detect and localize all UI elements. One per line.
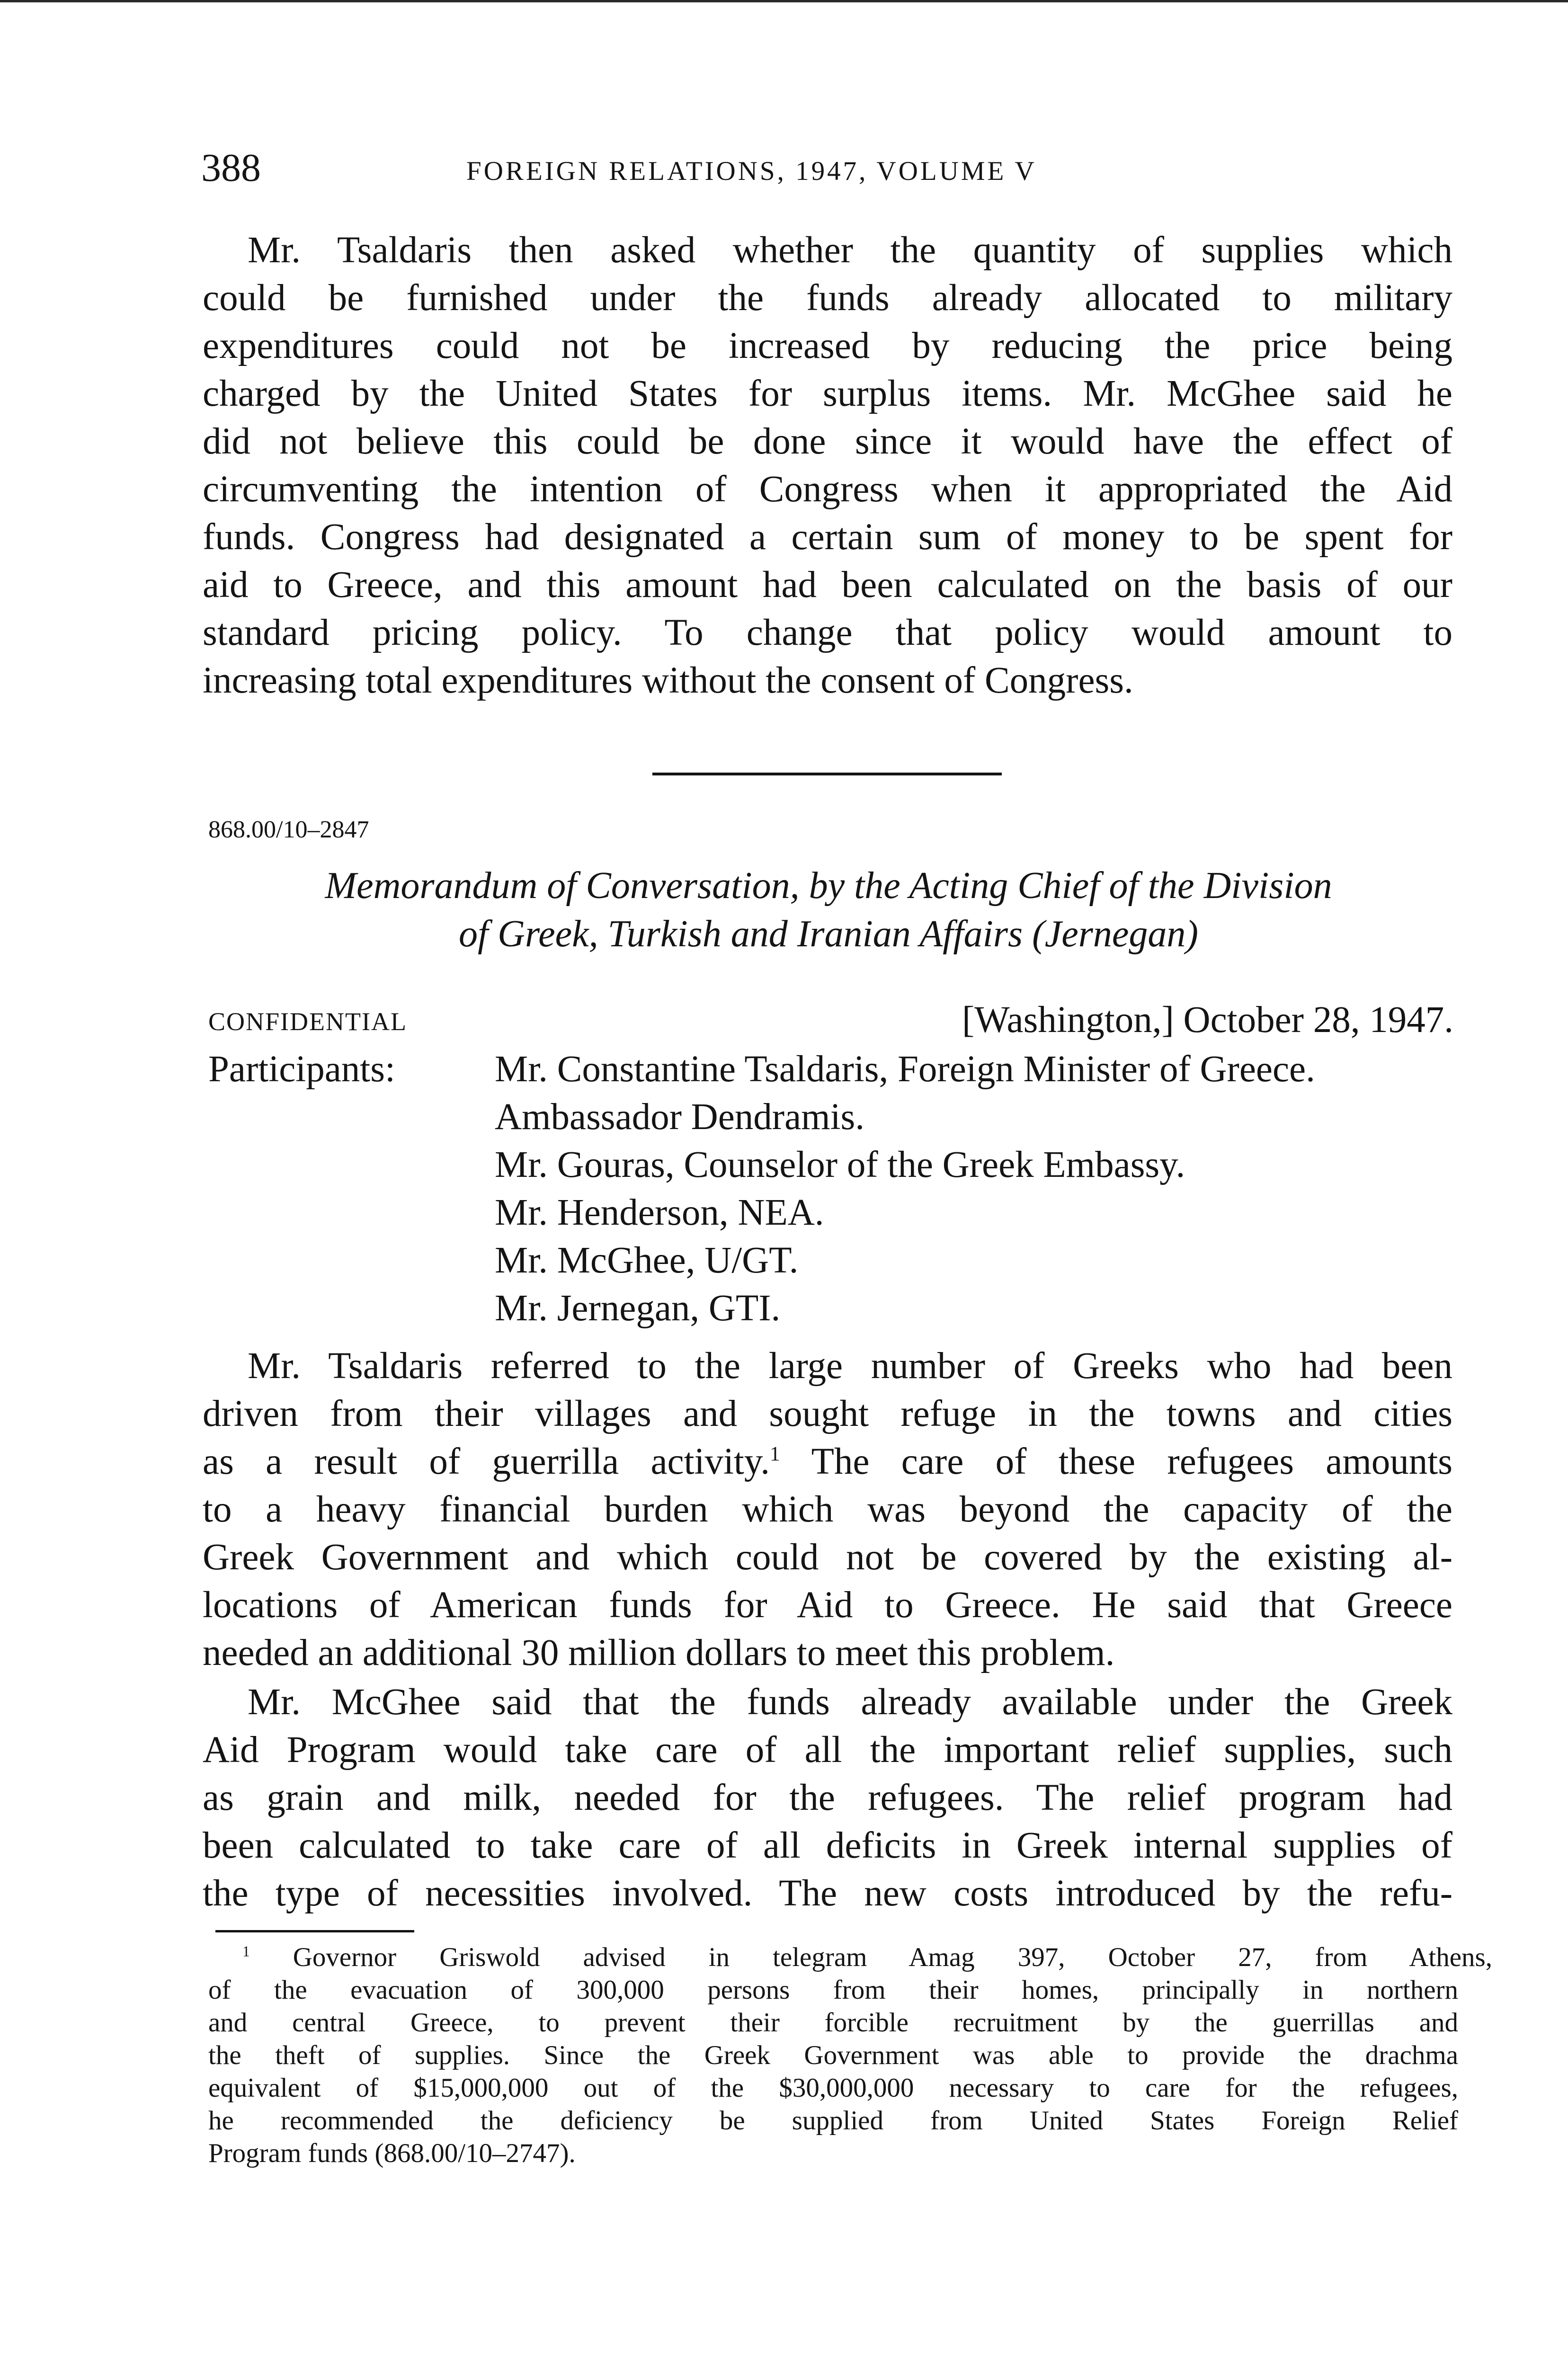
footnote-line: Program funds (868.00/10–2747).	[208, 2138, 576, 2168]
text-line: Mr. McGhee said that the funds already available under the Greek	[248, 1682, 1452, 1723]
top-edge-line	[0, 0, 1568, 2]
participants-label: Participants:	[208, 1049, 395, 1090]
footnote-divider	[215, 1930, 414, 1932]
memo-title-line-2: of Greek, Turkish and Iranian Affairs (Jernegan)	[458, 913, 1199, 955]
text-line	[203, 1438, 1452, 1486]
running-head: FOREIGN RELATIONS, 1947, VOLUME V	[466, 156, 1037, 186]
text-fragment: The care of these refugees amounts	[780, 1441, 1452, 1482]
footnote-line: equivalent of $15,000,000 out of the $30,000,000 necessary to care for the refugees,	[208, 2073, 1458, 2103]
text-line: as grain and milk, needed for the refugees. The relief program had	[203, 1777, 1452, 1818]
text-line: charged by the United States for surplus items. Mr. McGhee said he	[203, 373, 1452, 414]
text-line: increasing total expenditures without the consent of Congress.	[203, 660, 1133, 701]
section-divider	[652, 773, 1002, 775]
text-line: locations of American funds for Aid to Greece. He said that Greece	[203, 1584, 1452, 1626]
body-paragraph-2	[203, 1678, 1452, 1917]
text-line: Aid Program would take care of all the important relief supplies, such	[203, 1729, 1452, 1771]
text-line: funds. Congress had designated a certain sum of money to be spent for	[203, 516, 1452, 558]
participant: Mr. Constantine Tsaldaris, Foreign Minister of Greece.	[495, 1049, 1315, 1090]
body-paragraph-1	[203, 1342, 1452, 1677]
footnote-line: and central Greece, to prevent their forcible recruitment by the guerrillas and	[208, 2008, 1458, 2038]
text-fragment: as a result of guerrilla activity.	[203, 1441, 770, 1482]
text-line: could be furnished under the funds already allocated to military	[203, 277, 1452, 319]
continuation-paragraph	[203, 226, 1452, 704]
participant: Ambassador Dendramis.	[495, 1096, 865, 1138]
text-fragment: Governor Griswold advised in telegram Amag 397, October 27, from Athens,	[249, 1942, 1492, 1972]
text-line: circumventing the intention of Congress when it appropriated the Aid	[203, 469, 1452, 510]
text-line: been calculated to take care of all deficits in Greek internal supplies of	[203, 1825, 1452, 1866]
text-line: to a heavy financial burden which was beyond the capacity of the	[203, 1489, 1452, 1530]
text-line: standard pricing policy. To change that policy would amount to	[203, 612, 1452, 653]
text-line: Mr. Tsaldaris referred to the large number of Greeks who had been	[248, 1345, 1452, 1387]
text-line: needed an additional 30 million dollars to meet this problem.	[203, 1632, 1115, 1673]
text-line: expenditures could not be increased by reducing the price being	[203, 325, 1452, 366]
participant: Mr. McGhee, U/GT.	[495, 1240, 799, 1281]
footnote-line: the theft of supplies. Since the Greek Government was able to provide the drachma	[208, 2040, 1458, 2070]
participant: Mr. Gouras, Counselor of the Greek Embassy.	[495, 1144, 1185, 1185]
participant: Mr. Jernegan, GTI.	[495, 1288, 781, 1329]
memo-title	[189, 862, 1468, 958]
page-header	[201, 142, 1456, 194]
page-number: 388	[201, 146, 261, 190]
text-line: did not believe this could be done since it would have the effect of	[203, 421, 1452, 462]
classification-label: CONFIDENTIAL	[208, 1007, 407, 1036]
footnote-line: of the evacuation of 300,000 persons from their homes, principally in northern	[208, 1975, 1458, 2005]
text-line: driven from their villages and sought refuge in the towns and cities	[203, 1393, 1452, 1434]
participants-list	[495, 1045, 1315, 1332]
classification-row	[208, 997, 1453, 1044]
text-line: the type of necessities involved. The new costs introduced by the refu-	[203, 1873, 1452, 1914]
footnote	[208, 1941, 1492, 2170]
dateline: [Washington,] October 28, 1947.	[962, 999, 1453, 1041]
participant: Mr. Henderson, NEA.	[495, 1192, 824, 1233]
footnote-line	[208, 1941, 1492, 1974]
text-line: Greek Government and which could not be covered by the existing al-	[203, 1537, 1452, 1578]
memo-title-line-1: Memorandum of Conversation, by the Acting Chief of the Division	[325, 865, 1332, 907]
text-line: Mr. Tsaldaris then asked whether the quantity of supplies which	[248, 230, 1452, 271]
footnote-line: he recommended the deficiency be supplied from United States Foreign Relief	[208, 2106, 1458, 2136]
footnote-marker: 1	[242, 1943, 250, 1960]
text-line: aid to Greece, and this amount had been calculated on the basis of our	[203, 564, 1452, 605]
footnote-reference: 1	[770, 1442, 780, 1465]
file-number: 868.00/10–2847	[208, 816, 369, 843]
